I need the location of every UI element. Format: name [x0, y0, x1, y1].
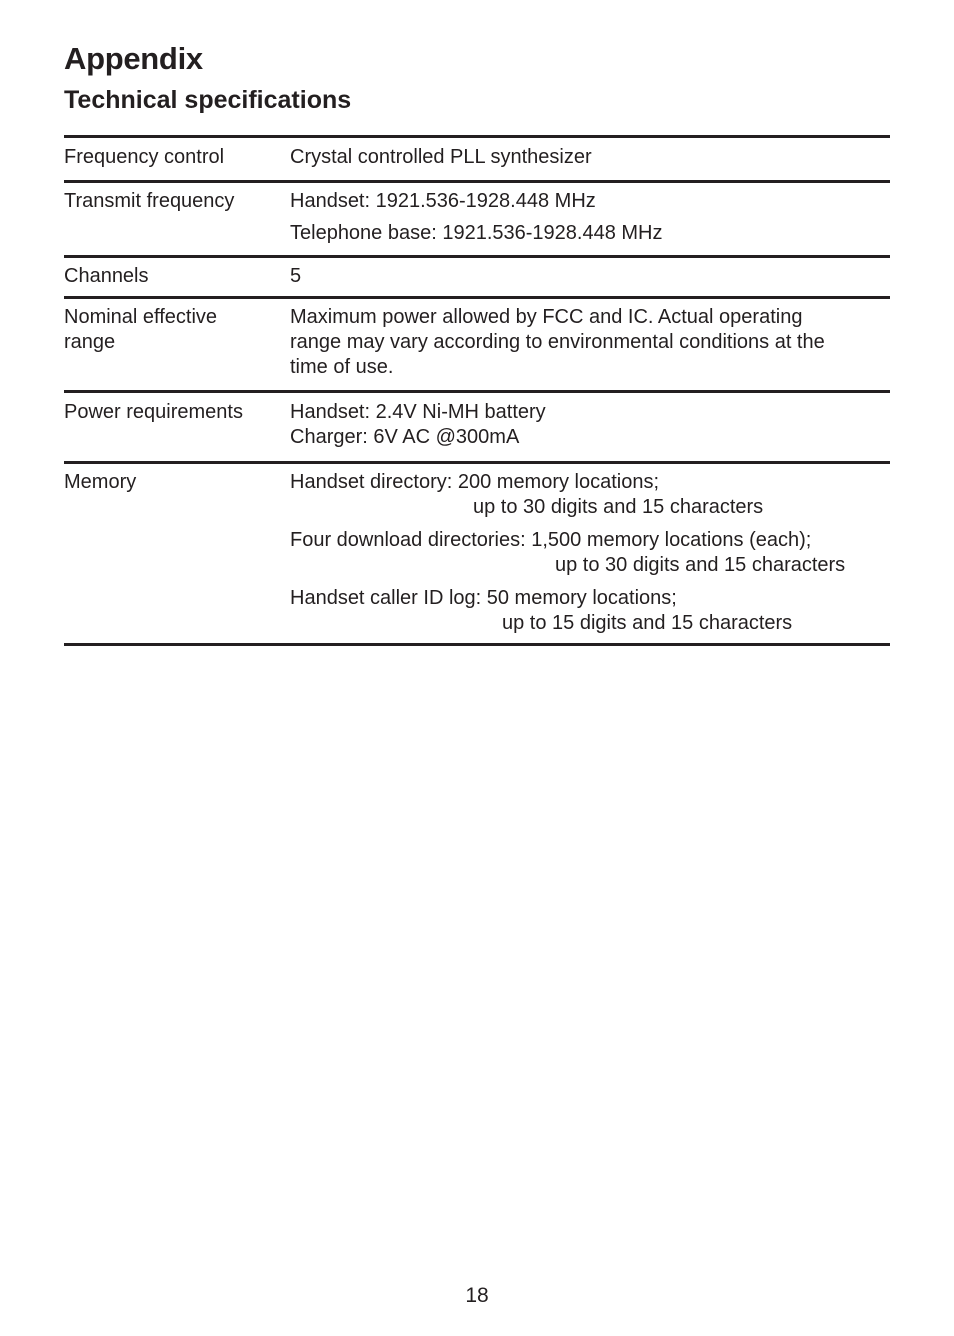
spec-label: Nominal effective range	[64, 306, 218, 353]
spec-table	[64, 135, 890, 646]
spec-value: 5	[290, 265, 302, 287]
spec-value: Handset: 1921.536-1928.448 MHz	[290, 190, 596, 212]
spec-value: up to 15 digits and 15 characters	[502, 612, 793, 634]
page-number: 18	[465, 1284, 489, 1307]
spec-label: Power requirements	[64, 401, 243, 423]
spec-value: Crystal controlled PLL synthesizer	[290, 146, 592, 168]
spec-label: Channels	[64, 265, 149, 287]
spec-value: Telephone base: 1921.536-1928.448 MHz	[290, 222, 663, 244]
spec-value: up to 30 digits and 15 characters	[473, 496, 764, 518]
spec-value: time of use.	[290, 356, 394, 378]
spec-row-nominal-effective-range	[64, 299, 890, 393]
spec-values	[290, 189, 890, 255]
spec-value: Maximum power allowed by FCC and IC. Actual operating	[290, 306, 803, 328]
page-title: Appendix	[64, 41, 203, 76]
spec-values	[290, 400, 890, 461]
spec-value: up to 30 digits and 15 characters	[555, 554, 846, 576]
spec-value: Charger: 6V AC @300mA	[290, 426, 520, 448]
spec-label: Frequency control	[64, 146, 225, 168]
section-title: Technical specifications	[64, 86, 352, 114]
spec-values	[290, 305, 890, 390]
spec-values	[290, 470, 890, 643]
spec-values	[290, 264, 890, 296]
spec-value: Handset caller ID log: 50 memory locations;	[290, 587, 677, 609]
spec-row-frequency-control	[64, 138, 890, 183]
spec-value: Handset: 2.4V Ni-MH battery	[290, 401, 546, 423]
spec-label: Memory	[64, 471, 137, 493]
spec-values	[290, 145, 890, 180]
spec-row-memory	[64, 464, 890, 646]
spec-label: Transmit frequency	[64, 190, 235, 212]
spec-value: Four download directories: 1,500 memory locations (each);	[290, 529, 812, 551]
spec-row-channels	[64, 258, 890, 299]
spec-value: range may vary according to environmental conditions at the	[290, 331, 825, 353]
spec-row-power-requirements	[64, 393, 890, 464]
spec-row-transmit-frequency	[64, 183, 890, 258]
spec-value: Handset directory: 200 memory locations;	[290, 471, 660, 493]
